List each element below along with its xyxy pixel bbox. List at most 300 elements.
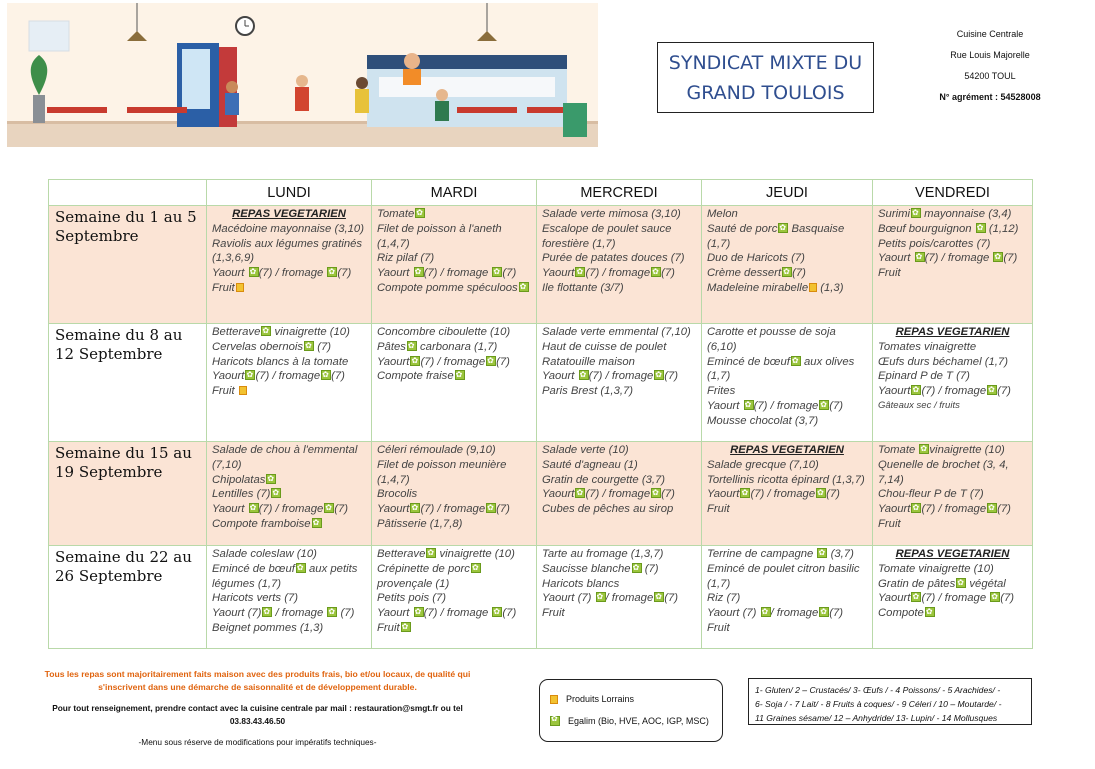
dish-item bbox=[542, 325, 696, 340]
dish-item bbox=[377, 443, 531, 458]
egalim-icon bbox=[426, 548, 436, 558]
egalim-icon bbox=[492, 607, 502, 617]
dish-item bbox=[878, 487, 1027, 502]
dish-text: (7) bbox=[641, 562, 659, 575]
dish-item bbox=[377, 487, 531, 502]
egalim-icon bbox=[990, 592, 1000, 602]
dish-text: Haut de cuisse de poulet bbox=[542, 340, 667, 353]
dish-text: (7) bbox=[314, 340, 332, 353]
dish-text: Fruit bbox=[212, 385, 238, 398]
egalim-icon bbox=[327, 267, 337, 277]
dish-item bbox=[377, 517, 531, 532]
week-label: Semaine du 1 au 5 Septembre bbox=[49, 206, 207, 324]
dish-text: Purée de patates douces (7) bbox=[542, 252, 685, 265]
day-menu-cell bbox=[873, 324, 1033, 442]
dish-text: Fruit bbox=[878, 267, 901, 280]
dish-item bbox=[377, 502, 531, 517]
vegetarian-label: REPAS VEGETARIEN bbox=[895, 326, 1010, 338]
contact-phone: 03.83.43.46.50 bbox=[229, 716, 286, 726]
egalim-icon bbox=[296, 563, 306, 573]
dish-item bbox=[542, 340, 696, 355]
day-menu-cell bbox=[207, 442, 372, 546]
dish-text: Yaourt bbox=[707, 488, 740, 501]
dish-text: Pâtes bbox=[377, 340, 406, 353]
egalim-icon bbox=[740, 488, 750, 498]
dish-item bbox=[878, 606, 1027, 621]
dish-item bbox=[212, 355, 366, 370]
dish-text: Mousse chocolat (3,7) bbox=[707, 414, 819, 427]
egalim-icon bbox=[791, 356, 801, 366]
egalim-icon bbox=[911, 385, 921, 395]
egalim-icon bbox=[471, 563, 481, 573]
egalim-icon bbox=[976, 223, 986, 233]
dish-item bbox=[542, 458, 696, 473]
dish-item bbox=[707, 547, 867, 562]
week-row bbox=[49, 442, 1033, 546]
vegetarian-label: REPAS VEGETARIEN bbox=[232, 208, 346, 220]
day-menu-cell bbox=[702, 206, 873, 324]
week-label: Semaine du 8 au 12 Septembre bbox=[49, 324, 207, 442]
allergen-legend bbox=[748, 678, 1032, 725]
dish-item bbox=[377, 355, 531, 370]
dish-item bbox=[542, 487, 696, 502]
week-row bbox=[49, 324, 1033, 442]
egalim-icon bbox=[956, 578, 966, 588]
dish-text: Yaourt (7) bbox=[542, 592, 595, 605]
dish-text: végétal bbox=[966, 577, 1006, 590]
dish-text: (7) bbox=[664, 370, 679, 383]
legend-egalim bbox=[550, 710, 712, 732]
dish-item bbox=[542, 384, 696, 399]
dish-text: Sauté d'agneau (1) bbox=[542, 458, 638, 471]
dish-text: Yaourt bbox=[377, 267, 413, 280]
egalim-icon bbox=[632, 563, 642, 573]
dish-text: Yaourt bbox=[878, 252, 914, 265]
vegetarian-label: REPAS VEGETARIEN bbox=[895, 548, 1010, 560]
week-label: Semaine du 15 au 19 Septembre bbox=[49, 442, 207, 546]
allergen-line: 1- Gluten/ 2 – Crustacés/ 3- Œufs / - 4 Poissons/ - 5 Arachides/ - bbox=[755, 685, 1001, 695]
dish-text: (7) / fromage bbox=[924, 252, 993, 265]
dish-text: Yaourt bbox=[377, 607, 413, 620]
legend-lorrains-label: Produits Lorrains bbox=[566, 694, 635, 704]
dish-item bbox=[878, 562, 1027, 577]
dish-text: Petits pois/carottes (7) bbox=[878, 237, 991, 250]
dish-item bbox=[212, 325, 366, 340]
dish-text: (7) / fromage bbox=[753, 399, 819, 412]
dish-item bbox=[377, 621, 531, 636]
dish-text: Fruit bbox=[377, 621, 400, 634]
dish-item bbox=[707, 384, 867, 399]
dish-text: carbonara (1,7) bbox=[416, 340, 498, 353]
dish-item bbox=[377, 591, 531, 606]
dish-text: Yaourt bbox=[377, 355, 410, 368]
dish-text: (7) bbox=[337, 607, 355, 620]
dish-item bbox=[212, 443, 366, 473]
dish-item bbox=[878, 251, 1027, 266]
dish-text: / fromage bbox=[770, 607, 819, 620]
egalim-icon bbox=[911, 592, 921, 602]
dish-text: Duo de Haricots (7) bbox=[707, 252, 805, 265]
dish-text: Betterave bbox=[212, 326, 261, 338]
dish-text: mayonnaise (3,4) bbox=[921, 208, 1012, 220]
egalim-icon bbox=[245, 370, 255, 380]
legend-egalim-label: Egalim (Bio, HVE, AOC, IGP, MSC) bbox=[568, 716, 709, 726]
dish-text: Salade verte (10) bbox=[542, 444, 629, 456]
dish-text: (7) bbox=[1000, 592, 1015, 605]
dish-item bbox=[377, 251, 531, 266]
dish-item bbox=[542, 207, 696, 222]
dish-text: Saucisse blanche bbox=[542, 562, 631, 575]
dish-item bbox=[377, 222, 531, 252]
dish-item bbox=[542, 577, 696, 592]
egalim-icon bbox=[782, 267, 792, 277]
egalim-icon bbox=[486, 503, 496, 513]
dish-text: Haricots blancs à la tomate bbox=[212, 355, 349, 368]
dish-text: Escalope de poulet sauce forestière (1,7) bbox=[542, 222, 672, 250]
egalim-icon bbox=[579, 370, 589, 380]
day-header: JEUDI bbox=[702, 180, 873, 206]
dish-item bbox=[212, 562, 366, 592]
dish-text: vinaigrette (10) bbox=[929, 444, 1005, 456]
dish-text: Cervelas obernois bbox=[212, 340, 304, 353]
dish-text: (7) / fromage bbox=[423, 607, 492, 620]
egalim-icon bbox=[915, 252, 925, 262]
dish-text: (7) bbox=[502, 607, 517, 620]
dish-text: Tortellinis ricotta épinard (1,3,7) bbox=[707, 473, 865, 486]
dish-item bbox=[707, 222, 867, 252]
dish-text: Yaourt bbox=[542, 370, 578, 383]
dish-item bbox=[542, 562, 696, 577]
dish-item bbox=[212, 340, 366, 355]
dish-text: Yaourt bbox=[212, 267, 248, 280]
organization-title bbox=[657, 42, 874, 113]
dish-text: Riz pilaf (7) bbox=[377, 252, 435, 265]
dish-text: (7) bbox=[496, 503, 510, 516]
dish-text: (7) bbox=[829, 399, 844, 412]
dish-item bbox=[707, 325, 867, 355]
egalim-icon bbox=[575, 488, 585, 498]
dish-item bbox=[542, 251, 696, 266]
dish-text: Filet de poisson meunière (1,4,7) bbox=[377, 458, 507, 486]
egalim-icon bbox=[486, 356, 496, 366]
dish-item bbox=[212, 517, 366, 532]
dish-text: Salade grecque (7,10) bbox=[707, 458, 819, 471]
week-row bbox=[49, 206, 1033, 324]
egalim-icon bbox=[778, 223, 788, 233]
egalim-icon bbox=[550, 716, 560, 726]
egalim-icon bbox=[654, 370, 664, 380]
day-menu-cell bbox=[873, 442, 1033, 546]
dish-text: (1,12) bbox=[985, 222, 1019, 235]
egalim-icon bbox=[407, 341, 417, 351]
egalim-icon bbox=[987, 503, 997, 513]
day-menu-cell bbox=[372, 324, 537, 442]
label-legend bbox=[539, 679, 723, 742]
egalim-icon bbox=[492, 267, 502, 277]
egalim-icon bbox=[817, 548, 827, 558]
address-block bbox=[920, 24, 1060, 108]
legend-lorrains bbox=[550, 688, 712, 710]
dish-text: Tomate vinaigrette (10) bbox=[878, 562, 994, 575]
quality-note bbox=[30, 668, 485, 694]
dish-item bbox=[212, 281, 366, 296]
dish-text: (3,7) bbox=[827, 548, 854, 560]
dish-text: aux petits légumes (1,7) bbox=[212, 562, 358, 590]
dish-text: Pâtisserie (1,7,8) bbox=[377, 517, 463, 530]
dish-text: (7) / fromage bbox=[258, 503, 324, 516]
dish-text: / fromage bbox=[272, 607, 327, 620]
dish-item bbox=[377, 369, 531, 384]
dish-text: aux olives (1,7) bbox=[707, 355, 855, 383]
day-menu-cell bbox=[702, 442, 873, 546]
egalim-icon bbox=[519, 282, 529, 292]
day-menu-cell bbox=[372, 546, 537, 649]
agrement-number: N° agrément : 54528008 bbox=[939, 92, 1041, 102]
dish-item bbox=[707, 251, 867, 266]
dish-item bbox=[212, 369, 366, 384]
dish-item bbox=[212, 547, 366, 562]
dish-text: Terrine de campagne bbox=[707, 548, 817, 560]
dish-text: Yaourt bbox=[212, 503, 248, 516]
dish-text: (7) / fromage bbox=[423, 267, 492, 280]
egalim-icon bbox=[401, 622, 411, 632]
dish-text: Emincé de bœuf bbox=[707, 355, 790, 368]
dish-text: (7) / fromage bbox=[921, 385, 987, 398]
dish-text: Yaourt bbox=[542, 488, 575, 501]
dish-text: Betterave bbox=[377, 548, 426, 560]
dish-item bbox=[542, 281, 696, 296]
menu-table bbox=[48, 179, 1033, 649]
lorrains-icon bbox=[239, 386, 247, 395]
lorrains-icon bbox=[809, 283, 817, 292]
dish-text: Beignet pommes (1,3) bbox=[212, 621, 324, 634]
dish-text: Salade verte mimosa (3,10) bbox=[542, 208, 681, 220]
egalim-icon bbox=[654, 592, 664, 602]
dish-text: Fruit bbox=[542, 607, 565, 620]
egalim-icon bbox=[261, 326, 271, 336]
dish-text: (7) / fromage bbox=[585, 488, 651, 501]
dish-text: Salade verte emmental (7,10) bbox=[542, 326, 691, 338]
dish-text: (7) / fromage bbox=[750, 488, 816, 501]
dish-item bbox=[707, 502, 867, 517]
day-menu-cell bbox=[537, 206, 702, 324]
dish-item bbox=[707, 606, 867, 621]
dish-text: Chipolatas bbox=[212, 473, 266, 486]
dish-item bbox=[212, 222, 366, 237]
quality-note-line: s'inscrivent dans une démarche de saisonnalité et de développement durable. bbox=[98, 682, 417, 692]
egalim-icon bbox=[761, 607, 771, 617]
dish-item bbox=[377, 340, 531, 355]
egalim-icon bbox=[324, 503, 334, 513]
dish-text: Brocolis bbox=[377, 488, 418, 501]
dish-text: Œufs durs béchamel (1,7) bbox=[878, 355, 1008, 368]
dish-text: Tomate bbox=[377, 208, 415, 220]
dish-item bbox=[707, 399, 867, 414]
dish-text: vinaigrette (10) bbox=[271, 326, 350, 338]
day-header: VENDREDI bbox=[873, 180, 1033, 206]
dish-item bbox=[212, 487, 366, 502]
dish-item bbox=[707, 355, 867, 385]
dish-item bbox=[707, 266, 867, 281]
egalim-icon bbox=[919, 444, 929, 454]
dish-text: (7) bbox=[829, 607, 844, 620]
week-label: Semaine du 22 au 26 Septembre bbox=[49, 546, 207, 649]
dish-item bbox=[878, 591, 1027, 606]
dish-item bbox=[878, 237, 1027, 252]
dish-item bbox=[542, 473, 696, 488]
canteen-illustration bbox=[7, 3, 598, 147]
dish-text: Yaourt bbox=[878, 503, 911, 516]
day-menu-cell bbox=[537, 442, 702, 546]
dish-item bbox=[212, 591, 366, 606]
day-menu-cell bbox=[207, 546, 372, 649]
dish-item bbox=[212, 606, 366, 621]
dish-text: Yaourt (7) bbox=[707, 607, 760, 620]
dish-text: Gratin de pâtes bbox=[878, 577, 956, 590]
dish-item bbox=[542, 369, 696, 384]
dish-text: (7) bbox=[334, 503, 349, 516]
dish-text: Emincé de poulet citron basilic (1,7) bbox=[707, 562, 860, 590]
dish-item bbox=[542, 547, 696, 562]
dish-item bbox=[878, 502, 1027, 517]
day-menu-cell bbox=[537, 324, 702, 442]
dish-text: Yaourt bbox=[878, 592, 911, 605]
title-line-2: GRAND TOULOIS bbox=[686, 81, 845, 104]
egalim-icon bbox=[925, 607, 935, 617]
vegetarian-label: REPAS VEGETARIEN bbox=[730, 444, 844, 456]
dish-item bbox=[542, 222, 696, 252]
dish-item bbox=[542, 266, 696, 281]
dish-text: (7) / fromage bbox=[921, 592, 990, 605]
dish-text: Carotte et pousse de soja (6,10) bbox=[707, 326, 836, 353]
dish-item bbox=[707, 487, 867, 502]
dish-text: Yaourt bbox=[707, 399, 743, 412]
dish-item bbox=[878, 340, 1027, 355]
dish-text: Bœuf bourguignon bbox=[878, 222, 975, 235]
day-menu-cell bbox=[207, 324, 372, 442]
dish-text: (7) / fromage bbox=[420, 355, 486, 368]
dish-item bbox=[212, 473, 366, 488]
egalim-icon bbox=[911, 503, 921, 513]
egalim-icon bbox=[321, 370, 331, 380]
dish-text: Macédoine mayonnaise (3,10) bbox=[212, 222, 364, 235]
egalim-icon bbox=[271, 488, 281, 498]
dish-text: Yaourt bbox=[878, 385, 911, 398]
canteen-scene-image bbox=[7, 3, 598, 147]
dish-text: Fruit bbox=[878, 517, 901, 530]
day-menu-cell bbox=[702, 324, 873, 442]
dish-text: (7) / fromage bbox=[420, 503, 486, 516]
dish-text: Yaourt bbox=[377, 503, 410, 516]
dish-item bbox=[878, 369, 1027, 384]
dish-text: / fromage bbox=[605, 592, 654, 605]
dish-item bbox=[377, 547, 531, 562]
day-header: MARDI bbox=[372, 180, 537, 206]
dish-text: Chou-fleur P de T (7) bbox=[878, 488, 984, 501]
title-line-1: SYNDICAT MIXTE DU bbox=[668, 51, 863, 74]
dish-text: Tomates vinaigrette bbox=[878, 340, 977, 353]
address-line-1: Cuisine Centrale bbox=[956, 29, 1024, 39]
dish-text: Fruit bbox=[707, 621, 730, 634]
egalim-icon bbox=[410, 356, 420, 366]
dish-item bbox=[542, 355, 696, 370]
dish-item bbox=[377, 207, 531, 222]
dish-text: Quenelle de brochet (3, 4, 7,14) bbox=[878, 458, 1009, 486]
dish-text: Petits pois (7) bbox=[377, 592, 447, 605]
dish-text: (7) / fromage bbox=[585, 267, 651, 280]
egalim-icon bbox=[262, 607, 272, 617]
dish-text: Filet de poisson à l'aneth (1,4,7) bbox=[377, 222, 502, 250]
corner-cell bbox=[49, 180, 207, 206]
dish-text: Cubes de pêches au sirop bbox=[542, 503, 674, 516]
dish-item bbox=[377, 281, 531, 296]
dish-text: Paris Brest (1,3,7) bbox=[542, 385, 634, 398]
egalim-icon bbox=[249, 503, 259, 513]
day-menu-cell bbox=[207, 206, 372, 324]
dish-item bbox=[878, 399, 1027, 414]
egalim-icon bbox=[819, 400, 829, 410]
lorrains-icon bbox=[236, 283, 244, 292]
dish-item bbox=[878, 222, 1027, 237]
egalim-icon bbox=[312, 518, 322, 528]
dish-text: (7) bbox=[661, 488, 675, 501]
week-row bbox=[49, 546, 1033, 649]
quality-note-line: Tous les repas sont majoritairement faits maison avec des produits frais, bio et/ou locaux, de qualité qui bbox=[44, 669, 471, 679]
dish-item bbox=[542, 606, 696, 621]
allergen-line: 11 Graines sésame/ 12 – Anhydride/ 13- Lupin/ - 14 Mollusques bbox=[755, 713, 998, 723]
dish-text: Concombre ciboulette (10) bbox=[377, 326, 511, 338]
egalim-icon bbox=[987, 385, 997, 395]
egalim-icon bbox=[249, 267, 259, 277]
lorrains-icon bbox=[550, 695, 558, 704]
egalim-icon bbox=[304, 341, 314, 351]
dish-text: Sauté de porc bbox=[707, 222, 778, 235]
dish-item bbox=[542, 502, 696, 517]
day-header: LUNDI bbox=[207, 180, 372, 206]
dish-text: vinaigrette (10) bbox=[436, 548, 515, 560]
dish-text: (7) / fromage bbox=[255, 370, 321, 383]
dish-text: Melon bbox=[707, 208, 738, 220]
dish-text: Epinard P de T (7) bbox=[878, 370, 970, 383]
dish-item bbox=[707, 591, 867, 606]
day-menu-cell bbox=[372, 442, 537, 546]
egalim-icon bbox=[651, 267, 661, 277]
dish-text: Madeleine mirabelle bbox=[707, 281, 809, 294]
day-header: MERCREDI bbox=[537, 180, 702, 206]
dish-text: (7) bbox=[331, 370, 345, 383]
dish-text: (7) bbox=[997, 503, 1011, 516]
dish-text: Yaourt (7) bbox=[212, 607, 262, 620]
dish-text: Yaourt bbox=[212, 370, 245, 383]
day-menu-cell bbox=[537, 546, 702, 649]
dish-item bbox=[878, 207, 1027, 222]
egalim-icon bbox=[414, 607, 424, 617]
egalim-icon bbox=[596, 592, 606, 602]
reserve-note: -Menu sous réserve de modifications pour impératifs techniques- bbox=[138, 737, 377, 747]
egalim-icon bbox=[819, 607, 829, 617]
egalim-icon bbox=[266, 474, 276, 484]
dish-text: Raviolis aux légumes gratinés (1,3,6,9) bbox=[212, 237, 363, 265]
dish-item bbox=[377, 325, 531, 340]
address-line-3: 54200 TOUL bbox=[964, 71, 1016, 81]
dish-text: Ratatouille maison bbox=[542, 355, 635, 368]
dish-text: Basquaise (1,7) bbox=[707, 222, 845, 250]
allergen-line: 6- Soja / - 7 Lait/ - 8 Fruits à coques/ - 9 Céleri / 10 – Moutarde/ - bbox=[755, 699, 1002, 709]
day-menu-cell bbox=[873, 546, 1033, 649]
egalim-icon bbox=[455, 370, 465, 380]
dish-text: Compote framboise bbox=[212, 517, 311, 530]
dish-item bbox=[707, 562, 867, 592]
